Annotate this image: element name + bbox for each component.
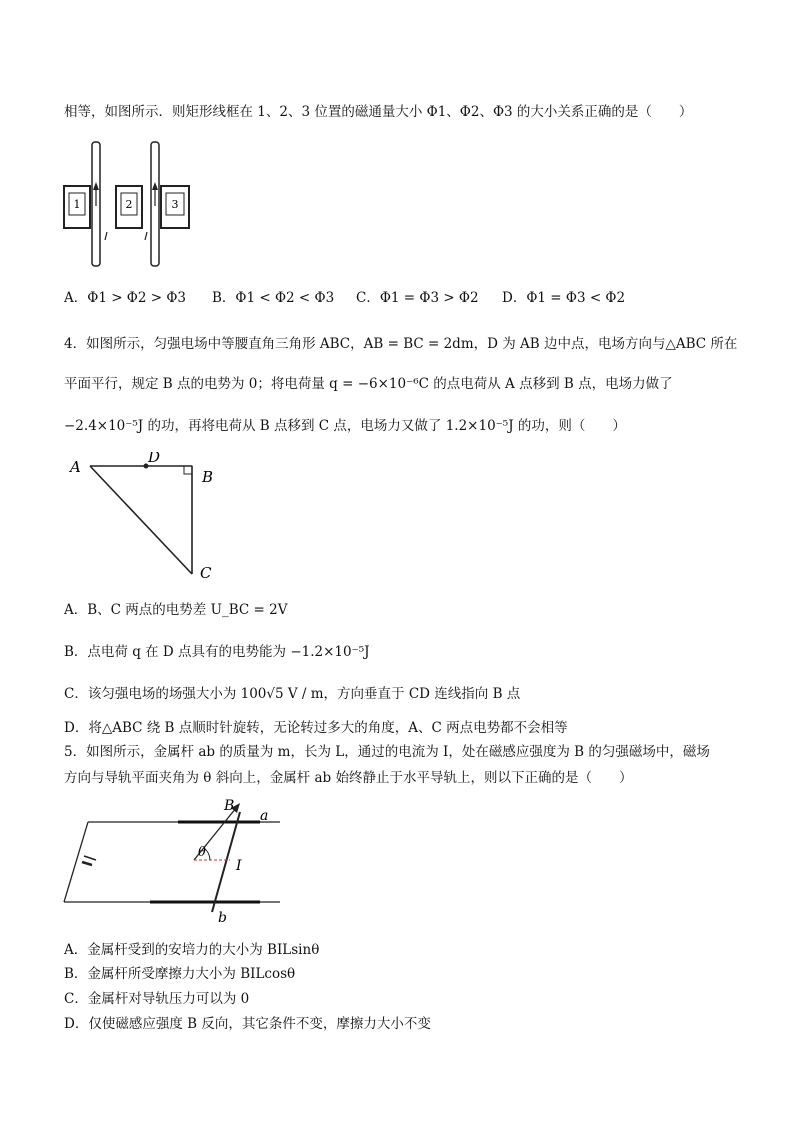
q3-stem: 相等，如图所示．则矩形线框在 1、2、3 位置的磁通量大小 Φ1、Φ2、Φ3 的大小关系正确的是（ ） (64, 104, 693, 120)
label-d: D (148, 452, 161, 466)
label-b: B (202, 468, 214, 486)
q4-line-2: 平面平行，规定 B 点的电势为 0；将电荷量 q = −6×10⁻⁶C 的点电荷从 A 点移到 B 点，电场力做了 (64, 376, 673, 392)
label-current-i: I (236, 858, 242, 874)
q3-option-c: C．Φ1 = Φ3 > Φ2 (356, 290, 479, 306)
label-rod-a: a (260, 808, 269, 824)
q4-line-1: 4．如图所示，匀强电场中等腰直角三角形 ABC，AB = BC = 2dm，D 为 AB 边中点，电场方向与△ABC 所在 (64, 336, 738, 352)
q4-option-d: D．将△ABC 绕 B 点顺时针旋转，无论转过多大的角度，A、C 两点电势都不会相等 (64, 720, 568, 736)
q5-line-2: 方向与导轨平面夹角为 θ 斜向上，金属杆 ab 始终静止于水平导轨上，则以下正确的是（ ） (64, 770, 633, 786)
label-c: C (200, 564, 212, 582)
q4-triangle-figure (66, 452, 236, 586)
q3-option-d: D．Φ1 = Φ3 < Φ2 (502, 290, 626, 306)
q4-option-b: B．点电荷 q 在 D 点具有的电势能为 −1.2×10⁻⁵J (64, 644, 370, 660)
q4-option-a: A．B、C 两点的电势差 U_BC = 2V (64, 602, 288, 618)
q5-option-b: B．金属杆所受摩擦力大小为 BILcosθ (64, 966, 296, 982)
q5-line-1: 5．如图所示，金属杆 ab 的质量为 m，长为 L，通过的电流为 I，处在磁感应强度为 B 的匀强磁场中，磁场 (64, 744, 710, 760)
label-theta: θ (198, 845, 206, 860)
frame-3-label: 3 (171, 198, 179, 211)
label-rod-b: b (218, 910, 227, 926)
q5-option-d: D．仅使磁感应强度 B 反向，其它条件不变，摩擦力大小不变 (64, 1016, 431, 1032)
q3-figure (60, 136, 200, 270)
frame-2-label: 2 (125, 198, 133, 211)
label-a: A (70, 458, 81, 476)
q3-option-b: B．Φ1 < Φ2 < Φ3 (212, 290, 335, 306)
q3-option-a: A．Φ1 > Φ2 > Φ3 (64, 290, 187, 306)
q5-option-c: C．金属杆对导轨压力可以为 0 (64, 991, 250, 1007)
q5-option-a: A．金属杆受到的安培力的大小为 BILsinθ (64, 942, 320, 958)
frame-1-label: 1 (73, 198, 81, 211)
q4-line-3: −2.4×10⁻⁵J 的功，再将电荷从 B 点移到 C 点，电场力又做了 1.2×10⁻⁵J 的功，则（ ） (64, 418, 626, 434)
q5-rail-figure (60, 790, 290, 926)
q4-option-c: C．该匀强电场的场强大小为 100√5 V / m，方向垂直于 CD 连线指向 B 点 (64, 686, 521, 702)
label-field-b: B (224, 798, 235, 814)
